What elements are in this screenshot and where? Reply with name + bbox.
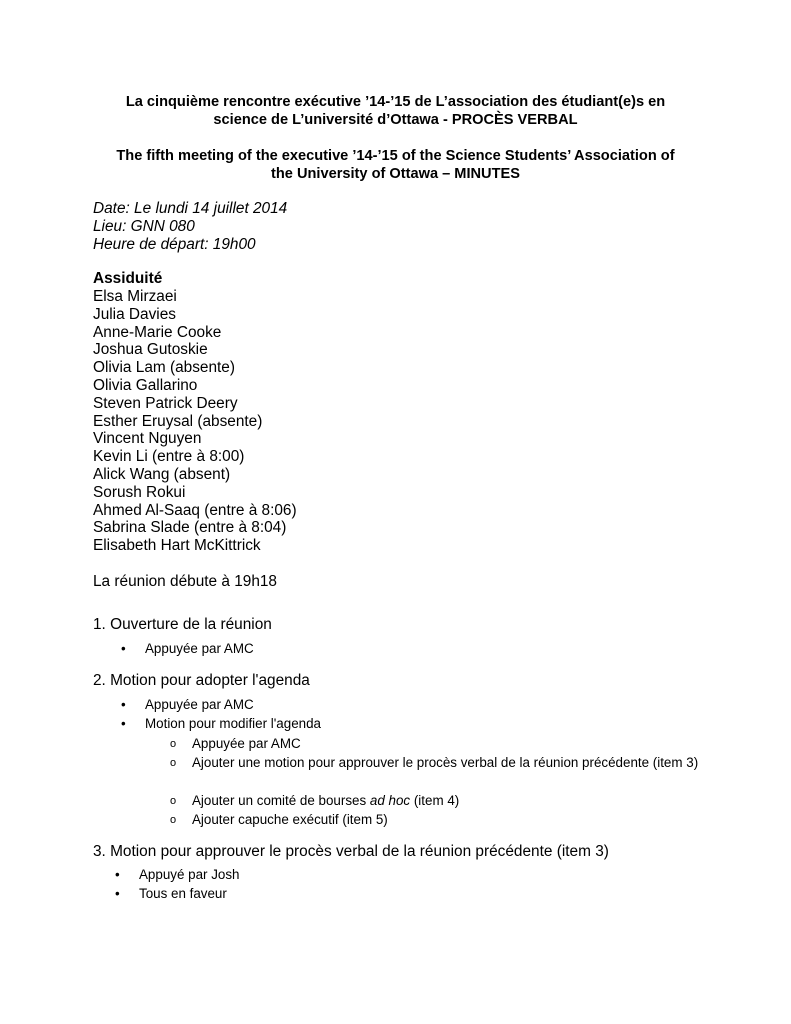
meeting-location: Lieu: GNN 080 [93, 218, 195, 235]
title-english-line-1: The fifth meeting of the executive ’14-’15 of the Science Students’ Association of [116, 148, 675, 164]
meeting-start-time: Heure de départ: 19h00 [93, 236, 256, 253]
meeting-date: Date: Le lundi 14 juillet 2014 [93, 200, 288, 217]
attendee: Vincent Nguyen [93, 430, 202, 448]
title-english-line-2: the University of Ottawa – MINUTES [271, 166, 520, 182]
bullet-icon: • [121, 716, 126, 731]
attendee: Kevin Li (entre à 8:00) [93, 448, 245, 466]
bullet-text: Tous en faveur [139, 886, 227, 901]
section-1-title: 1. Ouverture de la réunion [93, 616, 272, 633]
bullet-icon: • [115, 867, 120, 882]
sub-bullet-text [192, 792, 700, 810]
bullet-text: Motion pour modifier l'agenda [145, 716, 321, 731]
attendee: Sabrina Slade (entre à 8:04) [93, 519, 287, 537]
sub-bullet-icon: o [170, 738, 177, 750]
section-2-title: 2. Motion pour adopter l'agenda [93, 672, 310, 689]
title-french [60, 93, 731, 129]
bullet-icon: • [121, 697, 126, 712]
sub-bullet-icon: o [170, 757, 177, 769]
section-3-title: 3. Motion pour approuver le procès verbal de la réunion précédente (item 3) [93, 843, 609, 860]
attendance-heading: Assiduité [93, 270, 163, 287]
attendee: Olivia Lam (absente) [93, 359, 235, 377]
attendee: Elisabeth Hart McKittrick [93, 537, 261, 555]
attendee: Anne-Marie Cooke [93, 323, 222, 341]
attendee: Julia Davies [93, 305, 176, 323]
bullet-text: Appuyée par AMC [145, 641, 254, 656]
attendee: Steven Patrick Deery [93, 394, 238, 412]
sub-bullet-text: Ajouter une motion pour approuver le procès verbal de la réunion précédente (item 3) [192, 755, 699, 770]
title-french-line-2: science de L’université d’Ottawa - PROCÈS VERBAL [213, 112, 578, 128]
attendance-list [93, 270, 297, 555]
sub-bullet-text-part: (item 4) [410, 793, 460, 808]
attendee: Joshua Gutoskie [93, 341, 208, 359]
sub-bullet-text: Appuyée par AMC [192, 736, 301, 751]
bullet-text: Appuyé par Josh [139, 867, 240, 882]
attendee: Ahmed Al-Saaq (entre à 8:06) [93, 501, 297, 519]
bullet-text: Appuyée par AMC [145, 697, 254, 712]
bullet-icon: • [115, 886, 120, 901]
meeting-info [93, 200, 287, 254]
attendee: Olivia Gallarino [93, 376, 198, 394]
attendee: Esther Eruysal (absente) [93, 412, 263, 430]
meeting-start-statement: La réunion débute à 19h18 [93, 573, 277, 590]
title-french-line-1: La cinquième rencontre exécutive ’14-’15 de L’association des étudiant(e)s en [125, 94, 666, 110]
title-english [60, 147, 731, 183]
bullet-icon: • [121, 641, 126, 656]
attendee: Sorush Rokui [93, 483, 186, 501]
sub-bullet-icon: o [170, 814, 177, 826]
sub-bullet-icon: o [170, 795, 177, 807]
sub-bullet-text-italic: ad hoc [369, 793, 411, 808]
sub-bullet-text: Ajouter capuche exécutif (item 5) [192, 812, 388, 827]
attendee: Alick Wang (absent) [93, 465, 231, 483]
sub-bullet-text-part: Ajouter un comité de bourses [192, 793, 370, 808]
attendee: Elsa Mirzaei [93, 288, 177, 305]
